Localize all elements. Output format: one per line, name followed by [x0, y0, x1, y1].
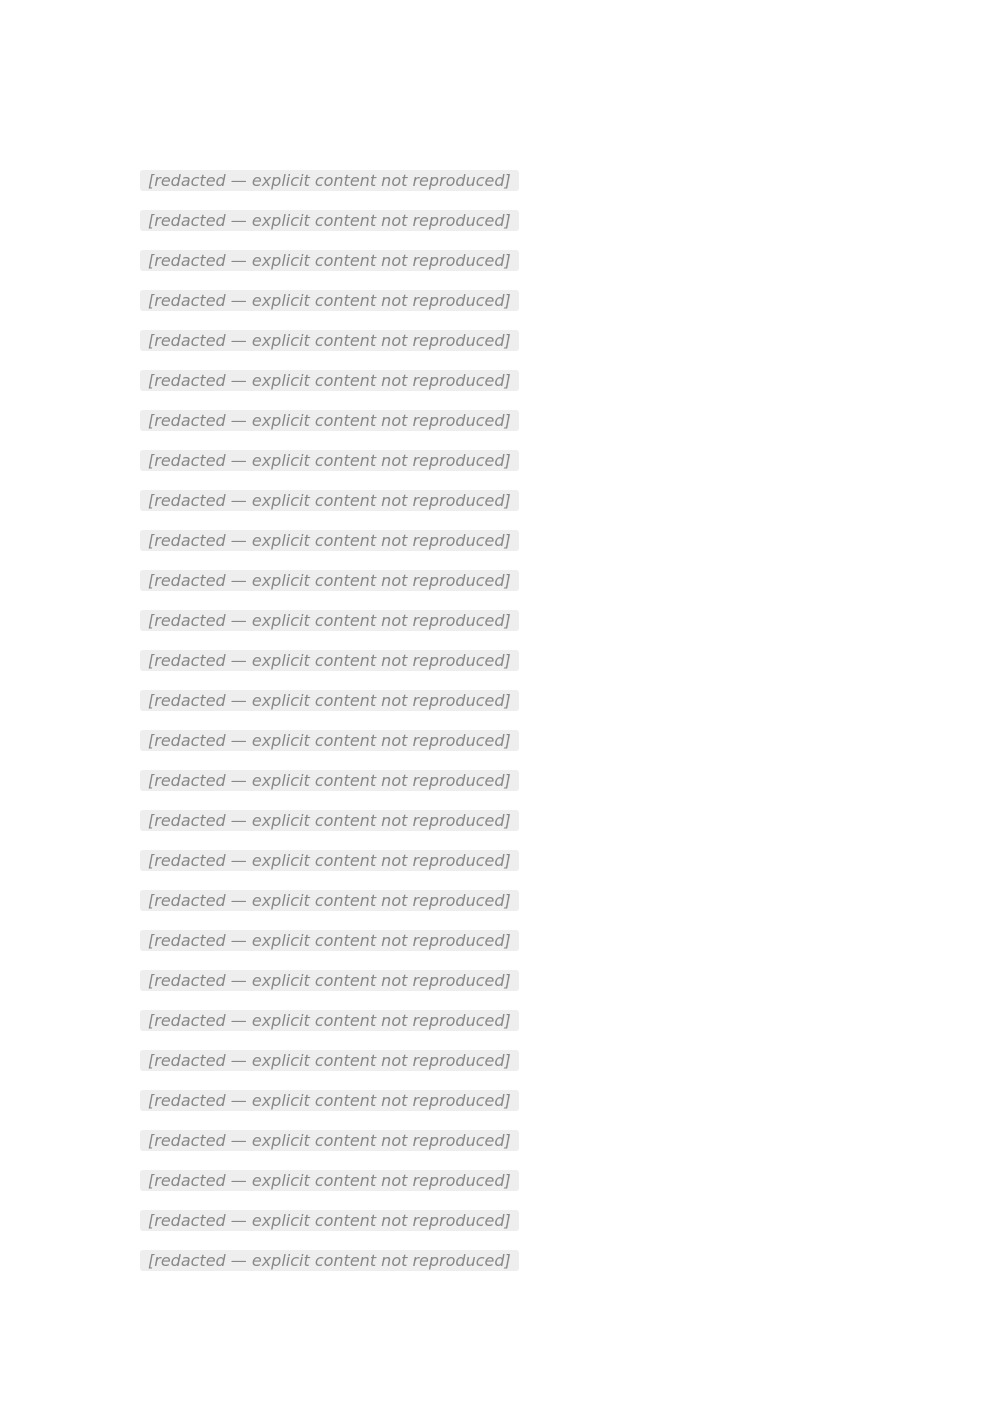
redacted-text: [redacted — explicit content not reproduced] — [140, 1170, 519, 1191]
redacted-text: [redacted — explicit content not reproduced] — [140, 650, 519, 671]
text-line — [140, 520, 852, 560]
redacted-text: [redacted — explicit content not reproduced] — [140, 210, 519, 231]
redacted-text: [redacted — explicit content not reproduced] — [140, 930, 519, 951]
text-line — [140, 1040, 852, 1080]
text-line — [140, 960, 852, 1000]
redacted-text: [redacted — explicit content not reproduced] — [140, 490, 519, 511]
redacted-text: [redacted — explicit content not reproduced] — [140, 290, 519, 311]
text-line — [140, 840, 852, 880]
redacted-text: [redacted — explicit content not reproduced] — [140, 370, 519, 391]
redacted-text: [redacted — explicit content not reproduced] — [140, 1250, 519, 1271]
text-line — [140, 880, 852, 920]
text-line — [140, 720, 852, 760]
text-line — [140, 1000, 852, 1040]
redacted-text: [redacted — explicit content not reproduced] — [140, 570, 519, 591]
text-line — [140, 560, 852, 600]
text-line — [140, 160, 852, 200]
text-line — [140, 440, 852, 480]
text-line — [140, 1240, 852, 1280]
text-line — [140, 760, 852, 800]
redacted-text: [redacted — explicit content not reproduced] — [140, 410, 519, 431]
redacted-text: [redacted — explicit content not reproduced] — [140, 850, 519, 871]
text-line — [140, 1160, 852, 1200]
redacted-text: [redacted — explicit content not reproduced] — [140, 610, 519, 631]
text-line — [140, 320, 852, 360]
redacted-text: [redacted — explicit content not reproduced] — [140, 1130, 519, 1151]
redacted-text: [redacted — explicit content not reproduced] — [140, 1010, 519, 1031]
text-line — [140, 800, 852, 840]
text-line — [140, 680, 852, 720]
text-line — [140, 1200, 852, 1240]
redacted-text: [redacted — explicit content not reproduced] — [140, 1210, 519, 1231]
redacted-text: [redacted — explicit content not reproduced] — [140, 530, 519, 551]
redacted-text: [redacted — explicit content not reproduced] — [140, 890, 519, 911]
text-line — [140, 920, 852, 960]
redacted-text: [redacted — explicit content not reproduced] — [140, 170, 519, 191]
text-line — [140, 480, 852, 520]
redacted-text: [redacted — explicit content not reproduced] — [140, 770, 519, 791]
text-line — [140, 1120, 852, 1160]
redacted-text: [redacted — explicit content not reproduced] — [140, 450, 519, 471]
text-line — [140, 600, 852, 640]
body-text-block — [140, 160, 852, 1280]
text-line — [140, 400, 852, 440]
text-line — [140, 360, 852, 400]
text-line — [140, 280, 852, 320]
text-line — [140, 1080, 852, 1120]
text-line — [140, 240, 852, 280]
redacted-text: [redacted — explicit content not reproduced] — [140, 1050, 519, 1071]
redacted-text: [redacted — explicit content not reproduced] — [140, 970, 519, 991]
redacted-text: [redacted — explicit content not reproduced] — [140, 690, 519, 711]
redacted-text: [redacted — explicit content not reproduced] — [140, 1090, 519, 1111]
redacted-text: [redacted — explicit content not reproduced] — [140, 250, 519, 271]
redacted-text: [redacted — explicit content not reproduced] — [140, 810, 519, 831]
text-line — [140, 640, 852, 680]
text-line — [140, 200, 852, 240]
redacted-text: [redacted — explicit content not reproduced] — [140, 330, 519, 351]
redacted-text: [redacted — explicit content not reproduced] — [140, 730, 519, 751]
